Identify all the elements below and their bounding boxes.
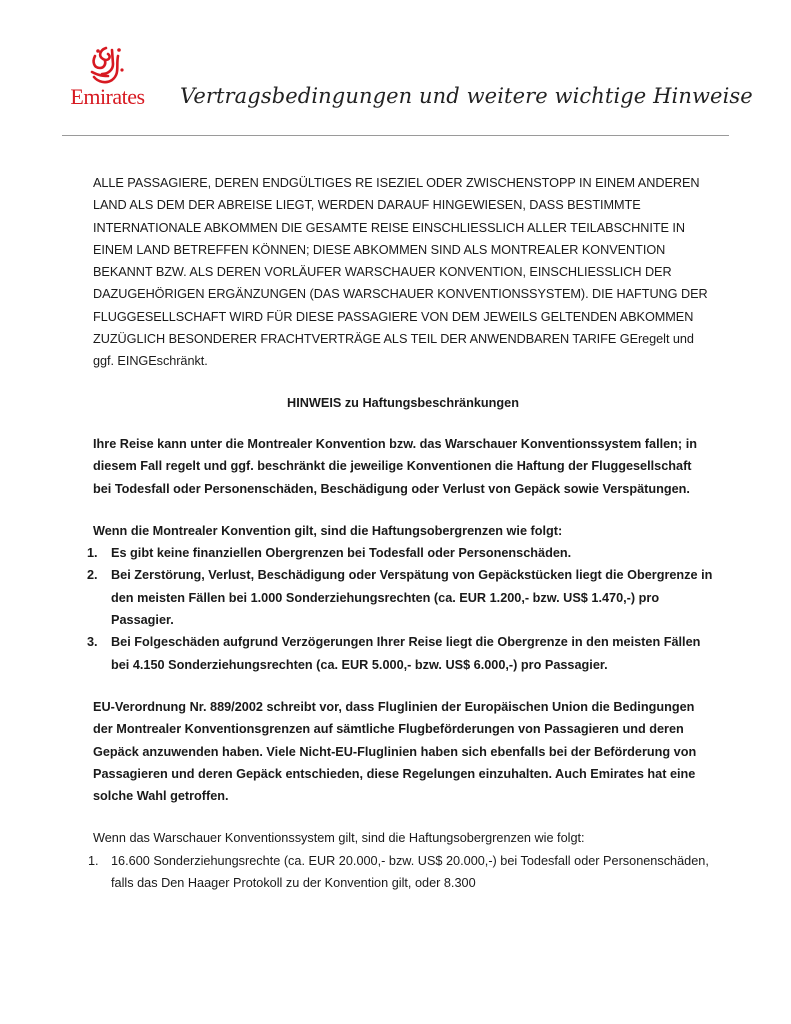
list-item-text: 16.600 Sonderziehungsrechte (ca. EUR 20.000,- bzw. US$ 20.000,-) bei Todesfall oder Personenschäden, falls das Den Haager Protokoll zu der Konvention gilt, oder 8.300 bbox=[111, 853, 709, 891]
list-number: 2. bbox=[87, 568, 98, 583]
list-item-text: Es gibt keine finanziellen Obergrenzen bei Todesfall oder Personenschäden. bbox=[111, 546, 572, 561]
eu-regulation-paragraph: EU-Verordnung Nr. 889/2002 schreibt vor, dass Fluglinien der Europäischen Union die Bedingungen der Montrealer Konventionsgrenzen auf sämtliche Flugbeförderungen von Passagieren und deren Gepäck anzuwenden haben. Viele Nicht-EU-Fluglinien haben sich ebenfalls bei der Beförderung von Passagieren und deren Gepäck entschieden, diese Regelungen einzuhalten. Auch Emirates hat eine solche Wahl getroffen. bbox=[93, 699, 697, 804]
list-item bbox=[87, 631, 713, 676]
list-item-text: Bei Folgeschäden aufgrund Verzögerungen Ihrer Reise liegt die Obergrenze in den meisten Fällen bei 4.150 Sonderziehungsrechten (ca. EUR 5.000,- bzw. US$ 6.000,-) pro Passagier. bbox=[111, 635, 701, 672]
list-number: 3. bbox=[87, 635, 98, 650]
warsaw-limits-list bbox=[88, 850, 713, 895]
list-item bbox=[87, 564, 713, 631]
montreal-lead: Wenn die Montrealer Konvention gilt, sind die Haftungsobergrenzen wie folgt: bbox=[93, 523, 563, 538]
list-item bbox=[87, 542, 713, 564]
warsaw-lead: Wenn das Warschauer Konventionssystem gilt, sind die Haftungsobergrenzen wie folgt: bbox=[93, 831, 585, 846]
logo-wordmark: Emirates bbox=[70, 84, 145, 109]
page-title: Vertragsbedingungen und weitere wichtige Hinweise bbox=[180, 84, 753, 108]
list-item bbox=[88, 850, 713, 895]
calligraphy-emblem-icon bbox=[86, 44, 126, 86]
emirates-logo bbox=[60, 44, 155, 110]
intro-paragraph: ALLE PASSAGIERE, DEREN ENDGÜLTIGES RE ISEZIEL ODER ZWISCHENSTOPP IN EINEM ANDEREN LAND ALS DEM DER ABREISE LIEGT, WERDEN DARAUF HINGEWIESEN, DASS BESTIMMTE INTERNATIONALE ABKOMMEN DIE GESAMTE REISE EINSCHLIESSLICH ALLER TEILABSCHNITE IN EINEM LAND BETREFFEN KÖNNEN; DIESE ABKOMMEN SIND ALS MONTREALER KONVENTION BEKANNT BZW. ALS DEREN VORLÄUFER WARSCHAUER KONVENTION, EINSCHLIESSLICH DER DAZUGEHÖRIGEN ERGÄNZUNGEN (DAS WARSCHAUER KONVENTIONSSYSTEM). DIE HAFTUNG DER FLUGGESELLSCHAFT WIRD FÜR DIESE PASSAGIERE VON DEM JEWEILS GELTENDEN ABKOMMEN ZUZÜGLICH BESONDERER FRACHTVERTRÄGE ALS TEIL DER ANWENDBAREN TARIFE GEregelt und ggf. EINGEschränkt. bbox=[93, 176, 708, 369]
list-number: 1. bbox=[87, 546, 98, 561]
montreal-limits-list bbox=[87, 542, 713, 676]
notice-paragraph: Ihre Reise kann unter die Montrealer Konvention bzw. das Warschauer Konventionssystem fallen; in diesem Fall regelt und ggf. beschränkt die jeweilige Konventionen die Haftung der Fluggesellschaft bei Todesfall oder Personenschäden, Beschädigung oder Verlust von Gepäck sowie Verspätungen. bbox=[93, 436, 697, 496]
list-number: 1. bbox=[88, 853, 99, 868]
header-divider bbox=[62, 135, 729, 136]
notice-heading: HINWEIS zu Haftungsbeschränkungen bbox=[287, 395, 519, 410]
document-body bbox=[87, 172, 713, 894]
list-item-text: Bei Zerstörung, Verlust, Beschädigung oder Verspätung von Gepäckstücken liegt die Obergrenze in den meisten Fällen bei 1.000 Sonderziehungsrechten (ca. EUR 1.200,- bzw. US$ 1.470,-) pro Passagier. bbox=[111, 568, 713, 628]
